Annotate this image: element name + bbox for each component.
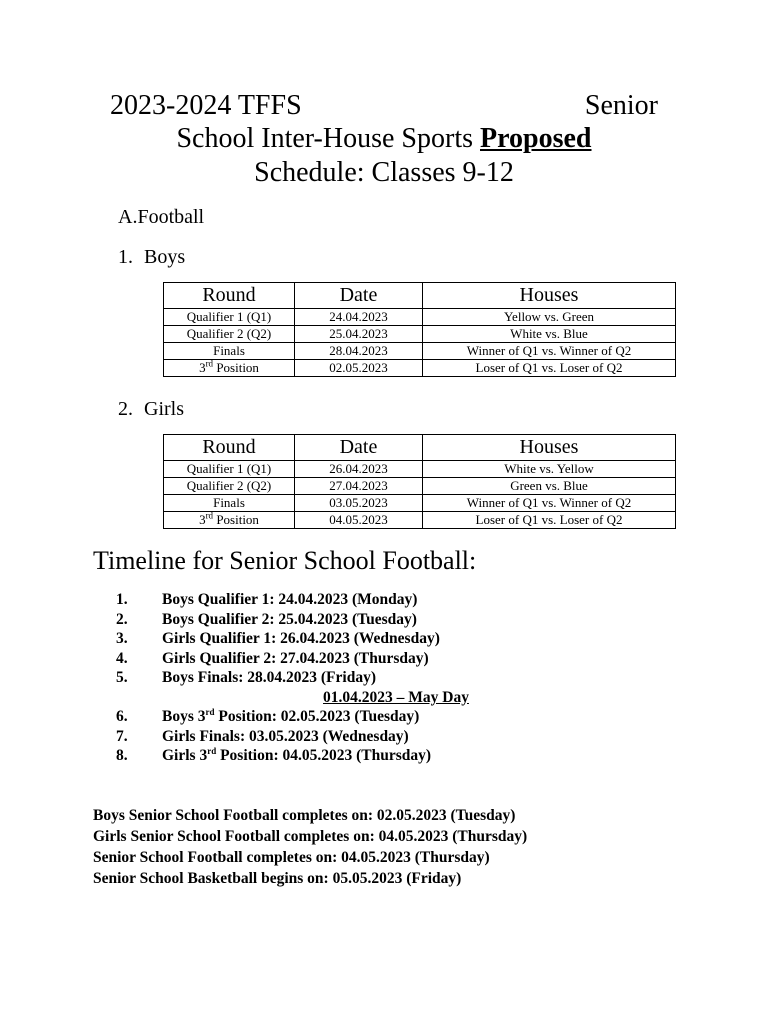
cell-houses: White vs. Yellow: [423, 461, 676, 478]
title-line-1-right: Senior: [584, 90, 658, 121]
cell-round: [164, 461, 295, 478]
header-round: Round: [164, 435, 295, 461]
cell-date: 27.04.2023: [295, 478, 423, 495]
round-text: Finals: [213, 343, 245, 358]
cell-date: 24.04.2023: [295, 309, 423, 326]
timeline-list: [116, 590, 676, 766]
table-row: [164, 360, 676, 377]
timeline-item-number: 4.: [116, 649, 128, 667]
timeline-item-number: 3.: [116, 630, 128, 647]
cell-round: [164, 326, 295, 343]
table-row: [164, 326, 676, 343]
round-text: 3: [199, 512, 206, 527]
timeline-item-number: 8.: [116, 747, 128, 764]
timeline-item-number: 6.: [116, 708, 128, 725]
boys-label: Boys: [144, 246, 186, 268]
timeline-item-pre: Girls 3: [162, 747, 208, 764]
timeline-item: [116, 629, 676, 649]
timeline-item: [116, 668, 676, 688]
round-sup: rd: [205, 511, 214, 521]
timeline-item-text: [162, 746, 431, 766]
header-houses: Houses: [423, 283, 676, 309]
timeline-item-number: 1.: [116, 591, 128, 608]
table-row: [164, 461, 676, 478]
timeline-item-pre: Boys Qualifier 1: 24.04.2023 (Monday): [162, 591, 418, 608]
section-football-heading: A.Football: [118, 206, 205, 228]
cell-houses: Winner of Q1 vs. Winner of Q2: [423, 495, 676, 512]
boys-heading: [118, 245, 185, 269]
title-line-2-prefix: School Inter-House Sports: [176, 123, 480, 154]
timeline-item: [116, 727, 676, 747]
summary-line: Senior School Basketball begins on: 05.05.2023 (Friday): [93, 870, 462, 887]
girls-number: 2.: [118, 398, 133, 420]
title-line-3: Schedule: Classes 9-12: [254, 157, 514, 188]
timeline-item-pre: Boys Finals: 28.04.2023 (Friday): [162, 669, 376, 686]
timeline-item-text: [162, 727, 409, 747]
cell-houses: Green vs. Blue: [423, 478, 676, 495]
timeline-item-text: [162, 629, 440, 649]
cell-date: 25.04.2023: [295, 326, 423, 343]
timeline-item-text: [162, 590, 417, 610]
title-line-1-left: 2023-2024 TFFS: [110, 90, 302, 121]
cell-round: [164, 360, 295, 377]
round-text: Finals: [213, 495, 245, 510]
timeline-item-pre: Girls Finals: 03.05.2023 (Wednesday): [162, 727, 409, 745]
round-text: Qualifier 2 (Q2): [186, 326, 272, 341]
timeline-item-number: 2.: [116, 610, 128, 628]
cell-houses: Loser of Q1 vs. Loser of Q2: [423, 512, 676, 529]
timeline-item-pre: Girls Qualifier 2: 27.04.2023 (Thursday): [162, 649, 429, 667]
timeline-holiday-text: 01.04.2023 – May Day: [323, 688, 469, 706]
timeline-item: [116, 590, 676, 610]
timeline-item: [116, 746, 676, 766]
summary-line: Senior School Football completes on: 04.05.2023 (Thursday): [93, 849, 490, 866]
timeline-item-sup: rd: [207, 745, 217, 756]
cell-round: [164, 478, 295, 495]
timeline-item-number: 5.: [116, 669, 128, 686]
timeline-item-number: 7.: [116, 727, 128, 745]
girls-schedule-table: [163, 434, 676, 529]
timeline-title: Timeline for Senior School Football:: [93, 546, 477, 575]
timeline-item-text: [162, 610, 417, 630]
cell-round: [164, 309, 295, 326]
cell-houses: Winner of Q1 vs. Winner of Q2: [423, 343, 676, 360]
title-proposed-emphasis: Proposed: [480, 123, 592, 154]
timeline-item: [116, 649, 676, 669]
table-row: [164, 309, 676, 326]
cell-round: [164, 495, 295, 512]
summary-block: [93, 805, 527, 889]
timeline-item-pre: Girls Qualifier 1: 26.04.2023 (Wednesday): [162, 630, 440, 647]
round-tail: Position: [213, 512, 259, 527]
timeline-item: [116, 707, 676, 727]
timeline-item-post: Position: 04.05.2023 (Thursday): [216, 747, 432, 764]
round-tail: Position: [213, 360, 259, 375]
header-round: Round: [164, 283, 295, 309]
cell-date: 04.05.2023: [295, 512, 423, 529]
timeline-item: [116, 610, 676, 630]
header-houses: Houses: [423, 435, 676, 461]
cell-houses: White vs. Blue: [423, 326, 676, 343]
round-text: Qualifier 1 (Q1): [186, 461, 272, 476]
round-text: Qualifier 1 (Q1): [186, 309, 272, 324]
boys-schedule-table: [163, 282, 676, 377]
table-row: [164, 495, 676, 512]
summary-line: Girls Senior School Football completes on: 04.05.2023 (Thursday): [93, 828, 528, 845]
title-line-2: [0, 122, 768, 156]
timeline-item-pre: Boys 3: [162, 708, 206, 725]
header-date: Date: [295, 283, 423, 309]
timeline-holiday: [116, 688, 676, 708]
header-date: Date: [295, 435, 423, 461]
table-row: [164, 512, 676, 529]
cell-date: 28.04.2023: [295, 343, 423, 360]
summary-line: Boys Senior School Football completes on: 02.05.2023 (Tuesday): [93, 807, 516, 824]
cell-round: [164, 512, 295, 529]
cell-date: 03.05.2023: [295, 495, 423, 512]
timeline-item-text: [162, 649, 429, 669]
table-row: [164, 343, 676, 360]
timeline-item-text: [162, 668, 376, 688]
boys-number: 1.: [118, 246, 133, 268]
table-header-row: [164, 435, 676, 461]
cell-date: 02.05.2023: [295, 360, 423, 377]
timeline-item-post: Position: 02.05.2023 (Tuesday): [214, 708, 420, 725]
cell-houses: Loser of Q1 vs. Loser of Q2: [423, 360, 676, 377]
cell-round: [164, 343, 295, 360]
table-row: [164, 478, 676, 495]
timeline-item-pre: Boys Qualifier 2: 25.04.2023 (Tuesday): [162, 610, 417, 628]
cell-houses: Yellow vs. Green: [423, 309, 676, 326]
timeline-item-text: [162, 707, 419, 727]
girls-heading: [118, 397, 184, 421]
table-header-row: [164, 283, 676, 309]
cell-date: 26.04.2023: [295, 461, 423, 478]
round-sup: rd: [205, 359, 214, 369]
round-text: Qualifier 2 (Q2): [186, 478, 272, 493]
timeline-item-sup: rd: [205, 706, 215, 717]
girls-label: Girls: [144, 398, 184, 420]
round-text: 3: [199, 360, 206, 375]
